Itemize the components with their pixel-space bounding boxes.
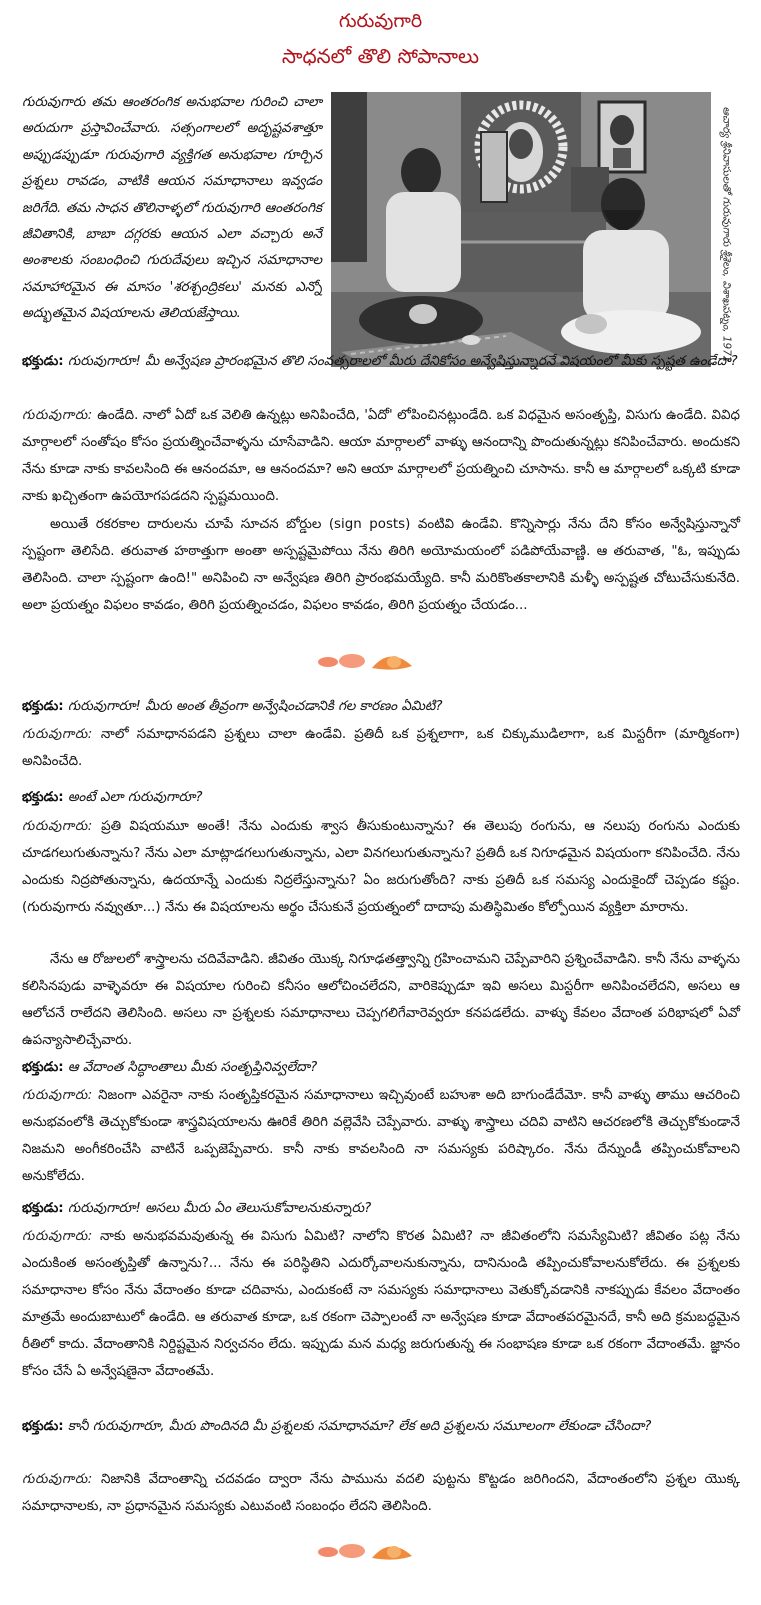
question-6 bbox=[22, 1414, 740, 1440]
answer-6 bbox=[22, 1466, 740, 1520]
intro-paragraph: గురువుగారు తమ ఆంతరంగిక అనుభవాల గురించి చాలా అరుదుగా ప్రస్తావించేవారు. సత్సంగాలలో అదృష్టవశాత్తూ అప్పుడప్పుడూ గురువుగారి వ్యక్తిగత అనుభవాల గూర్చిన ప్రశ్నలు రావడం, వాటికి ఆయన సమాధానాలు ఇవ్వడం జరిగేది. తమ సాధన తొలినాళ్ళలో గురువుగారి ఆంతరంగిక జీవితానికి, బాబా దగ్గరకు ఆయన ఎలా వచ్చారు అనే అంశాలకు సంబంధించి గురుదేవులు ఇచ్చిన సమాధానాల సమాహారమైన ఈ మాసం 'శరశ్చంద్రికలు' మనకు ఎన్నో అద్భుతమైన విషయాలను తెలియజేస్తాయి. bbox=[22, 95, 322, 322]
devotee-label: భక్తుడు: bbox=[22, 1419, 64, 1434]
page-title: గురువుగారి bbox=[338, 10, 423, 32]
answer-3-para-2: నేను ఆ రోజులలో శాస్త్రాలను చదివేవాడిని. జీవితం యొక్క నిగూఢతత్త్వాన్ని గ్రహించామని చెప్పేవారిని ప్రశ్నించేవాడిని. కానీ నేను వాళ్ళను కలిసినపుడు వాళ్ళెవరూ ఈ విషయాల గురించి కనీసం ఆలోచించలేదని, వారికెప్పుడూ ఇవి అసలు మిస్టరీగా అనిపించలేదని, అసలు ఆ ఆలోచనే రాలేదని తెలిసింది. అసలు నా ప్రశ్నలకు సమాధానాలు చెప్పగలిగేవారెవ్వరూ కనపడలేదు. వాళ్ళు కేవలం వేదాంత పరిభాషలో ఏవో ఉపన్యాసాలిచ్చేవారు. bbox=[22, 952, 740, 1048]
question-3 bbox=[22, 785, 740, 811]
photo-gurus-seated bbox=[331, 92, 711, 367]
answer-3-para-1 bbox=[22, 813, 740, 921]
guru-label: గురువుగారు: bbox=[22, 1472, 93, 1487]
question-text: అంటే ఎలా గురువుగారూ? bbox=[67, 790, 203, 805]
answer-5 bbox=[22, 1223, 740, 1385]
question-5 bbox=[22, 1196, 740, 1222]
guru-label: గురువుగారు: bbox=[22, 819, 93, 834]
answer-text: ఉండేది. నాలో ఏదో ఒక వెలితి ఉన్నట్లు అనిపించేది, 'ఏదో' లోపించినట్లుండేది. ఒక విధమైన అసంతృప్తి, విసుగు ఉండేది. వివిధ మార్గాలలో సంతోషం కోసం ప్రయత్నించేవాళ్ళను చూసేవాడిని. ఆయా మార్గాలలో వాళ్ళు ఆనందాన్ని పొందుతున్నట్లు కనిపించేవారు. అందుకని నేను కూడా నాకు కావలసింది ఈ ఆనందమా, ఆ ఆనందమా? అని ఆయా మార్గాలలో ప్రయత్నించి చూసాను. కానీ ఆ మార్గాలలో ఒక్కటి కూడా నాకు ఖచ్చితంగా ఉపయోగపడదని స్పష్టమయింది. bbox=[22, 408, 740, 504]
answer-text: నిజంగా ఎవరైనా నాకు సంతృప్తికరమైన సమాధానాలు ఇచ్చివుంటే బహుశా అది బాగుండేదేమో. కానీ వాళ్ళు తాము ఆచరించి అనుభవంలోకి తెచ్చుకోకుండా శాస్త్రవిషయాలను ఊరికే తిరిగి వల్లెవేసి చెప్పేవారు. వాళ్ళు శాస్త్రాలు చదివి వాటిని ఆచరణలోకి తెచ్చుకోకుండానే నిజమని అంగీకరించేసి వాటినే ఒప్పజెప్పేవారు. కానీ నాకు కావలసింది నా సమస్యకు పరిష్కారం. నేను దేన్నుండీ తప్పించుకోవాలని అనుకోలేదు. bbox=[22, 1088, 740, 1184]
answer-1-para-2: అయితే రకరకాల దారులను చూపే సూచన బోర్డుల (sign posts) వంటివి ఉండేవి. కొన్నిసార్లు నేను దేని కోసం అన్వేషిస్తున్నానో స్పష్టంగా తెలిసేది. తరువాత హఠాత్తుగా అంతా అస్పష్టమైపోయి నేను తిరిగి అయోమయంలో పడిపోయేవాణ్ణి. ఆ తరువాత, "ఓ, ఇప్పుడు తెలిసింది. చాలా స్పష్టంగా ఉంది!" అనిపించి నా అన్వేషణ తిరిగి ప్రారంభమయ్యేది. కానీ మరికొంతకాలానికి మళ్ళీ అస్పష్టత చోటుచేసుకునేది. అలా ప్రయత్నం విఫలం కావడం, తిరిగి ప్రయత్నించడం, విఫలం కావడం, తిరిగి ప్రయత్నం చేయడం... bbox=[22, 517, 740, 613]
devotee-label: భక్తుడు: bbox=[22, 1201, 64, 1216]
devotee-label: భక్తుడు: bbox=[22, 699, 64, 714]
question-2 bbox=[22, 694, 740, 720]
answer-text: నాలో సమాధానపడని ప్రశ్నలు చాలా ఉండేవి. ప్రతిదీ ఒక ప్రశ్నలాగా, ఒక చిక్కుముడిలాగా, ఒక మిస్టరీగా (మార్మికంగా) అనిపించేది. bbox=[22, 727, 740, 769]
question-text: కానీ గురువుగారూ, మీరు పొందినది మీ ప్రశ్నలకు సమాధానమా? లేక అది ప్రశ్నలను సమూలంగా లేకుండా చేసిందా? bbox=[67, 1419, 652, 1434]
photo-caption: ఆచార్య శ్రీనివాసులతో గురువుగారు శ్రీశైలం, విశాఖపట్నం, 1972 bbox=[720, 105, 733, 363]
question-text: ఆ వేదాంత సిద్ధాంతాలు మీకు సంతృప్తినివ్వలేదా? bbox=[67, 1060, 318, 1075]
devotee-label: భక్తుడు: bbox=[22, 1060, 64, 1075]
devotee-label: భక్తుడు: bbox=[22, 354, 64, 369]
answer-1-para-1 bbox=[22, 402, 740, 510]
answer-text: నిజానికి వేదాంతాన్ని చదవడం ద్వారా నేను పామును వదలి పుట్టను కొట్టడం జరిగిందని, వేదాంతంలోని ప్రశ్నల యొక్క సమాధానాలకు, నా ప్రధానమైన సమస్యకు ఎటువంటి సంబంధం లేదని తెలిసింది. bbox=[22, 1472, 740, 1514]
question-1 bbox=[22, 349, 740, 375]
question-4 bbox=[22, 1055, 740, 1081]
flower-divider-icon bbox=[300, 1538, 460, 1564]
answer-4 bbox=[22, 1082, 740, 1190]
question-text: గురువుగారూ! మీ అన్వేషణ ప్రారంభమైన తొలి సంవత్సరాలలో మీరు దేనికోసం అన్వేషిస్తున్నారనే విషయంలో మీకు స్పష్టత ఉండేదా? bbox=[67, 354, 738, 369]
page-subtitle: సాధనలో తొలి సోపానాలు bbox=[281, 44, 480, 68]
answer-2 bbox=[22, 721, 740, 775]
devotee-label: భక్తుడు: bbox=[22, 790, 64, 805]
question-text: గురువుగారూ! అసలు మీరు ఏం తెలుసుకోవాలనుకున్నారు? bbox=[67, 1201, 372, 1216]
guru-label: గురువుగారు: bbox=[22, 727, 93, 742]
question-text: గురువుగారూ! మీరు అంత తీవ్రంగా అన్వేషించడానికి గల కారణం ఏమిటి? bbox=[67, 699, 443, 714]
guru-label: గురువుగారు: bbox=[22, 1088, 93, 1103]
answer-text: నాకు అనుభవమవుతున్న ఈ విసుగు ఏమిటి? నాలోని కొరత ఏమిటి? నా జీవితంలోని సమస్యేమిటి? జీవితం పట్ల నేను ఎందుకింత అసంతృప్తితో ఉన్నాను?... నేను ఈ పరిస్థితిని ఎదుర్కోవాలనుకున్నాను, దానినుండి తప్పించుకోవాలనుకోలేదు. ఈ ప్రశ్నలకు సమాధానాల కోసం నేను వేదాంతం కూడా చదివాను, ఎందుకంటే నా సమస్యకు సమాధానాలు వెతుక్కోవడానికి నాకప్పుడు కేవలం వేదాంతం మాత్రమే అందుబాటులో ఉండేది. ఆ తరువాత కూడా, ఒక రకంగా చెప్పాలంటే నా అన్వేషణ కూడా వేదాంతపరమైనదే, కానీ అది క్రమబద్ధమైన రీతిలో కాదు. వేదాంతానికి నిర్దిష్టమైన నిర్వచనం లేదు. ఇప్పుడు మన మధ్య జరుగుతున్న ఈ సంభాషణ కూడా ఒక రకంగా వేదాంతమే. జ్ఞానం కోసం చేసే ఏ అన్వేషణైనా వేదాంతమే. bbox=[22, 1229, 740, 1379]
answer-text: ప్రతి విషయమూ అంతే! నేను ఎందుకు శ్వాస తీసుకుంటున్నాను? ఈ తెలుపు రంగును, ఆ నలుపు రంగును ఎందుకు చూడగలుగుతున్నాను? నేను ఎలా మాట్లాడగలుగుతున్నాను, ఎలా వినగలుగుతున్నాను? ప్రతిదీ ఒక నిగూఢమైన విషయంగా కనిపించేది. నేను ఎందుకు నిద్రపోతున్నాను, ఉదయాన్నే ఎందుకు నిద్రలేస్తున్నాను? ఏం జరుగుతోంది? నాకు ప్రతిదీ ఒక సమస్య ఎందుకైందో చెప్పడం కష్టం. (గురువుగారు నవ్వుతూ...) నేను ఈ విషయాలను అర్థం చేసుకునే ప్రయత్నంలో దాదాపు మతిస్థిమితం కోల్పోయిన వ్యక్తిలా మారాను. bbox=[22, 819, 740, 915]
guru-label: గురువుగారు: bbox=[22, 408, 93, 423]
guru-label: గురువుగారు: bbox=[22, 1229, 93, 1244]
flower-divider-icon bbox=[300, 648, 460, 674]
